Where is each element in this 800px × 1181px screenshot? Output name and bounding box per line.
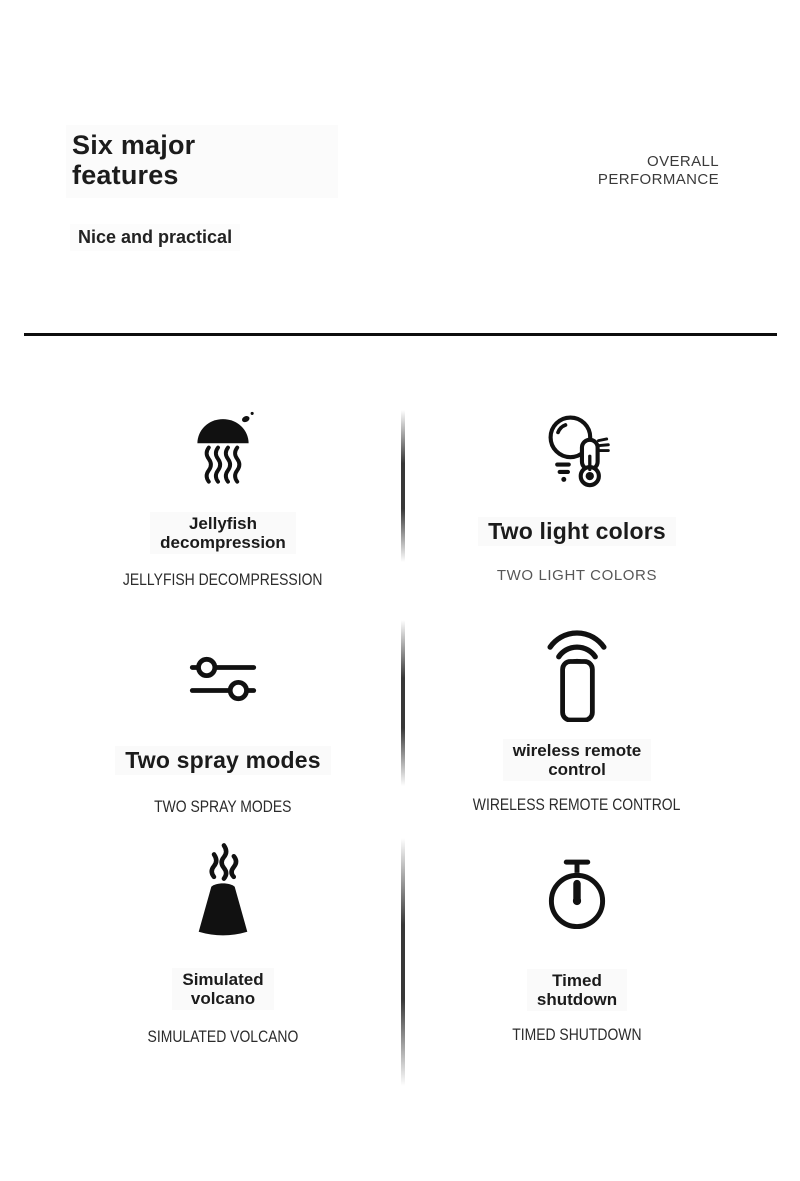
horizontal-divider <box>24 333 777 336</box>
feature-title-line: Timed <box>552 971 602 990</box>
feature-title-line: shutdown <box>536 990 618 1009</box>
feature-two-spray-modes <box>23 653 423 817</box>
feature-title-line: Simulated <box>182 970 264 989</box>
overall-performance-line1: OVERALL <box>647 153 719 170</box>
feature-title <box>527 969 627 1011</box>
feature-subtitle-text: WIRELESS REMOTE CONTROL <box>473 795 681 814</box>
feature-subtitle <box>23 798 423 817</box>
feature-title-line: Two light colors <box>488 518 666 544</box>
feature-jellyfish-decompression <box>23 410 423 590</box>
feature-wireless-remote-control <box>377 626 777 815</box>
feature-title-line: decompression <box>160 533 286 552</box>
feature-title <box>503 739 652 781</box>
feature-title <box>478 517 676 546</box>
overall-performance-line2: PERFORMANCE <box>597 171 719 188</box>
page-title-line2: features <box>72 160 179 190</box>
feature-title-line: control <box>548 760 606 779</box>
bulb-thermometer-icon <box>377 408 777 503</box>
volcano-icon <box>23 843 423 950</box>
feature-subtitle <box>377 1026 777 1045</box>
feature-subtitle <box>23 571 423 590</box>
sliders-icon <box>23 655 423 708</box>
page-subtitle: Nice and practical <box>70 224 240 251</box>
remote-control-icon <box>377 626 777 727</box>
feature-subtitle <box>23 1028 423 1047</box>
feature-title <box>115 746 331 775</box>
feature-subtitle-text: TWO SPRAY MODES <box>154 797 292 816</box>
feature-subtitle-text: TWO LIGHT COLORS <box>496 567 658 584</box>
page-title-line1: Six major <box>72 130 196 160</box>
feature-subtitle-text: TIMED SHUTDOWN <box>512 1025 642 1044</box>
overall-performance-label <box>598 153 719 189</box>
feature-subtitle-text: JELLYFISH DECOMPRESSION <box>123 570 323 589</box>
feature-timed-shutdown <box>377 858 777 1045</box>
feature-title-line: Two spray modes <box>125 747 321 773</box>
feature-subtitle-text: SIMULATED VOLCANO <box>147 1027 299 1046</box>
feature-title-line: wireless remote <box>512 741 642 760</box>
page-title <box>66 125 338 198</box>
jellyfish-icon <box>23 410 423 500</box>
feature-subtitle <box>377 567 777 585</box>
feature-title <box>172 968 273 1010</box>
feature-title <box>150 512 296 554</box>
feature-subtitle <box>377 796 777 815</box>
feature-title-line: Jellyfish <box>188 514 258 533</box>
feature-title-line: volcano <box>190 989 256 1008</box>
feature-two-light-colors <box>377 408 777 585</box>
feature-simulated-volcano <box>23 843 423 1047</box>
stopwatch-icon <box>377 858 777 939</box>
